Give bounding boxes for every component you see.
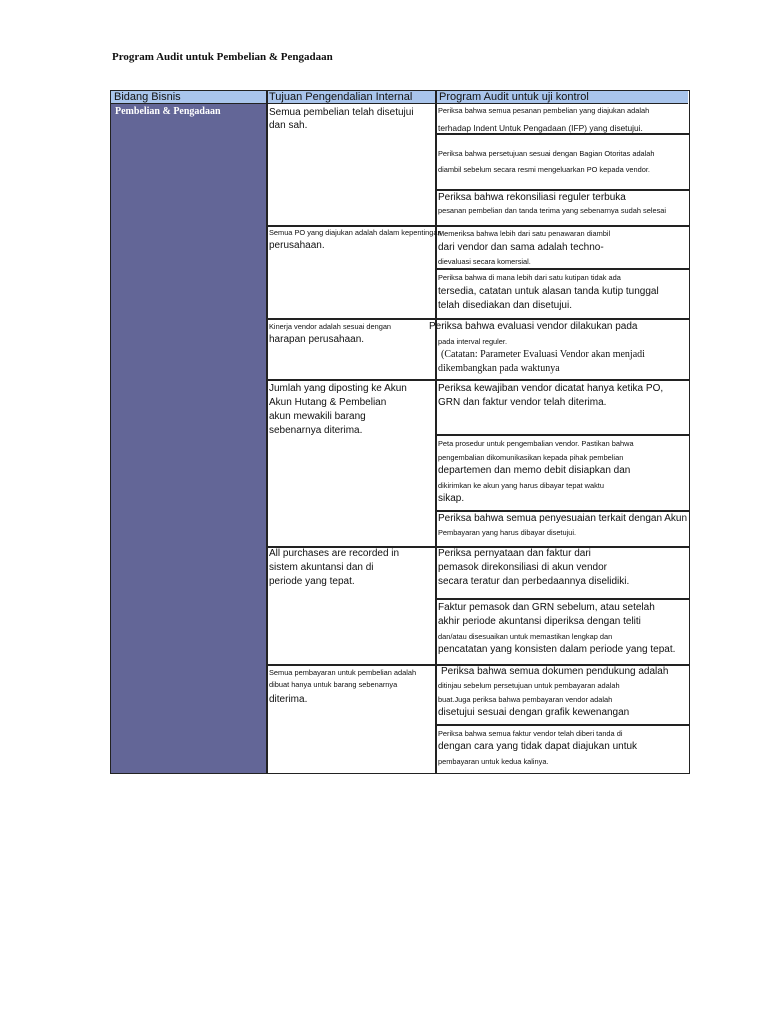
objective-line: Semua pembelian telah disetujui: [269, 107, 414, 118]
objective-line: harapan perusahaan.: [269, 334, 365, 345]
audit-step-line: Periksa bahwa persetujuan sesuai dengan Bagian Otoritas adalah: [438, 149, 655, 158]
objective-line: Akun Hutang & Pembelian: [269, 397, 387, 408]
audit-step-line: dikirimkan ke akun yang harus dibayar tepat waktu: [438, 481, 604, 490]
objective-line: All purchases are recorded in: [269, 548, 400, 559]
audit-step-line: terhadap Indent Untuk Pengadaan (IFP) yang disetujui.: [438, 123, 643, 133]
audit-step-line: pesanan pembelian dan tanda terima yang sebenarnya sudah selesai: [438, 206, 667, 215]
audit-step-line: Periksa bahwa rekonsiliasi reguler terbuka: [438, 192, 626, 203]
audit-step-line: pengembalian dikomunikasikan kepada pihak pembelian: [438, 453, 624, 462]
column-divider: [435, 91, 437, 773]
objective-line: akun mewakili barang: [269, 411, 366, 422]
audit-step-line: telah disediakan dan disetujui.: [438, 300, 572, 311]
audit-step-line: buat.Juga periksa bahwa pembayaran vendor adalah: [438, 695, 613, 704]
audit-step-line: Periksa bahwa semua pesanan pembelian yang diajukan adalah: [438, 106, 650, 115]
header-audit-program: Program Audit untuk uji kontrol: [436, 91, 688, 104]
business-area-cell: [111, 104, 266, 773]
objective-line: Kinerja vendor adalah sesuai dengan: [269, 322, 392, 331]
objective-line: dibuat hanya untuk barang sebenarnya: [269, 680, 398, 689]
audit-step-line: Periksa bahwa semua penyesuaian terkait dengan Akun: [438, 513, 688, 524]
audit-step-line: sikap.: [438, 493, 465, 504]
audit-step-line: dengan cara yang tidak dapat diajukan untuk: [438, 741, 638, 752]
row-separator: [435, 724, 689, 726]
objective-line: sistem akuntansi dan di: [269, 562, 374, 573]
objective-line: dan sah.: [269, 120, 308, 131]
objective-line: perusahaan.: [269, 240, 325, 251]
audit-step-line: Faktur pemasok dan GRN sebelum, atau setelah: [438, 602, 655, 613]
audit-step-line: (Catatan: Parameter Evaluasi Vendor akan menjadi: [441, 349, 645, 360]
row-separator: [435, 598, 689, 600]
audit-step-line: secara teratur dan perbedaannya diselidiki.: [438, 576, 630, 587]
row-separator: [266, 379, 689, 381]
audit-step-line: dievaluasi secara komersial.: [438, 257, 531, 266]
audit-step-line: Periksa pernyataan dan faktur dari: [438, 548, 591, 559]
row-separator: [435, 133, 689, 135]
objective-line: sebenarnya diterima.: [269, 425, 363, 436]
audit-step-line: dikembangkan pada waktunya: [438, 363, 560, 374]
objective-line: Semua PO yang diajukan adalah dalam kepentingan: [269, 228, 442, 237]
audit-step-line: diambil sebelum secara resmi mengeluarkan PO kepada vendor.: [438, 165, 650, 174]
audit-step-line: akhir periode akuntansi diperiksa dengan teliti: [438, 616, 641, 627]
audit-step-line: pembayaran untuk kedua kalinya.: [438, 757, 549, 766]
audit-step-line: pada interval reguler.: [438, 337, 508, 346]
row-separator: [435, 268, 689, 270]
audit-step-line: GRN dan faktur vendor telah diterima.: [438, 397, 607, 408]
audit-step-line: Peta prosedur untuk pengembalian vendor. Pastikan bahwa: [438, 439, 634, 448]
audit-step-line: dan/atau disesuaikan untuk memastikan lengkap dan: [438, 632, 613, 641]
document-title: Program Audit untuk Pembelian & Pengadaan: [112, 51, 333, 63]
audit-step-line: Periksa bahwa semua dokumen pendukung adalah: [441, 666, 669, 677]
audit-step-line: pemasok direkonsiliasi di akun vendor: [438, 562, 607, 573]
audit-step-line: tersedia, catatan untuk alasan tanda kutip tunggal: [438, 286, 659, 297]
audit-step-line: departemen dan memo debit disiapkan dan: [438, 465, 631, 476]
audit-step-line: Memeriksa bahwa lebih dari satu penawaran diambil: [438, 229, 611, 238]
audit-step-line: Periksa bahwa evaluasi vendor dilakukan pada: [429, 321, 638, 332]
row-separator: [435, 189, 689, 191]
business-area-label: Pembelian & Pengadaan: [115, 106, 221, 117]
row-separator: [435, 434, 689, 436]
audit-program-table: [110, 90, 690, 774]
audit-step-line: ditinjau sebelum persetujuan untuk pembayaran adalah: [438, 681, 620, 690]
row-separator: [435, 510, 689, 512]
column-divider: [266, 91, 268, 773]
header-business-area: Bidang Bisnis: [111, 91, 266, 104]
audit-step-line: Periksa bahwa semua faktur vendor telah diberi tanda di: [438, 729, 623, 738]
objective-line: Semua pembayaran untuk pembelian adalah: [269, 668, 417, 677]
row-separator: [266, 318, 689, 320]
row-separator: [266, 225, 689, 227]
audit-step-line: dari vendor dan sama adalah techno-: [438, 242, 604, 253]
header-control-objective: Tujuan Pengendalian Internal: [266, 91, 436, 104]
audit-step-line: pencatatan yang konsisten dalam periode yang tepat.: [438, 644, 676, 655]
objective-line: periode yang tepat.: [269, 576, 355, 587]
objective-line: Jumlah yang diposting ke Akun: [269, 383, 407, 394]
audit-step-line: Periksa kewajiban vendor dicatat hanya ketika PO,: [438, 383, 664, 394]
audit-step-line: Periksa bahwa di mana lebih dari satu kutipan tidak ada: [438, 273, 621, 282]
audit-step-line: disetujui sesuai dengan grafik kewenangan: [438, 707, 630, 718]
objective-line: diterima.: [269, 694, 308, 705]
audit-step-line: Pembayaran yang harus dibayar disetujui.: [438, 528, 577, 537]
